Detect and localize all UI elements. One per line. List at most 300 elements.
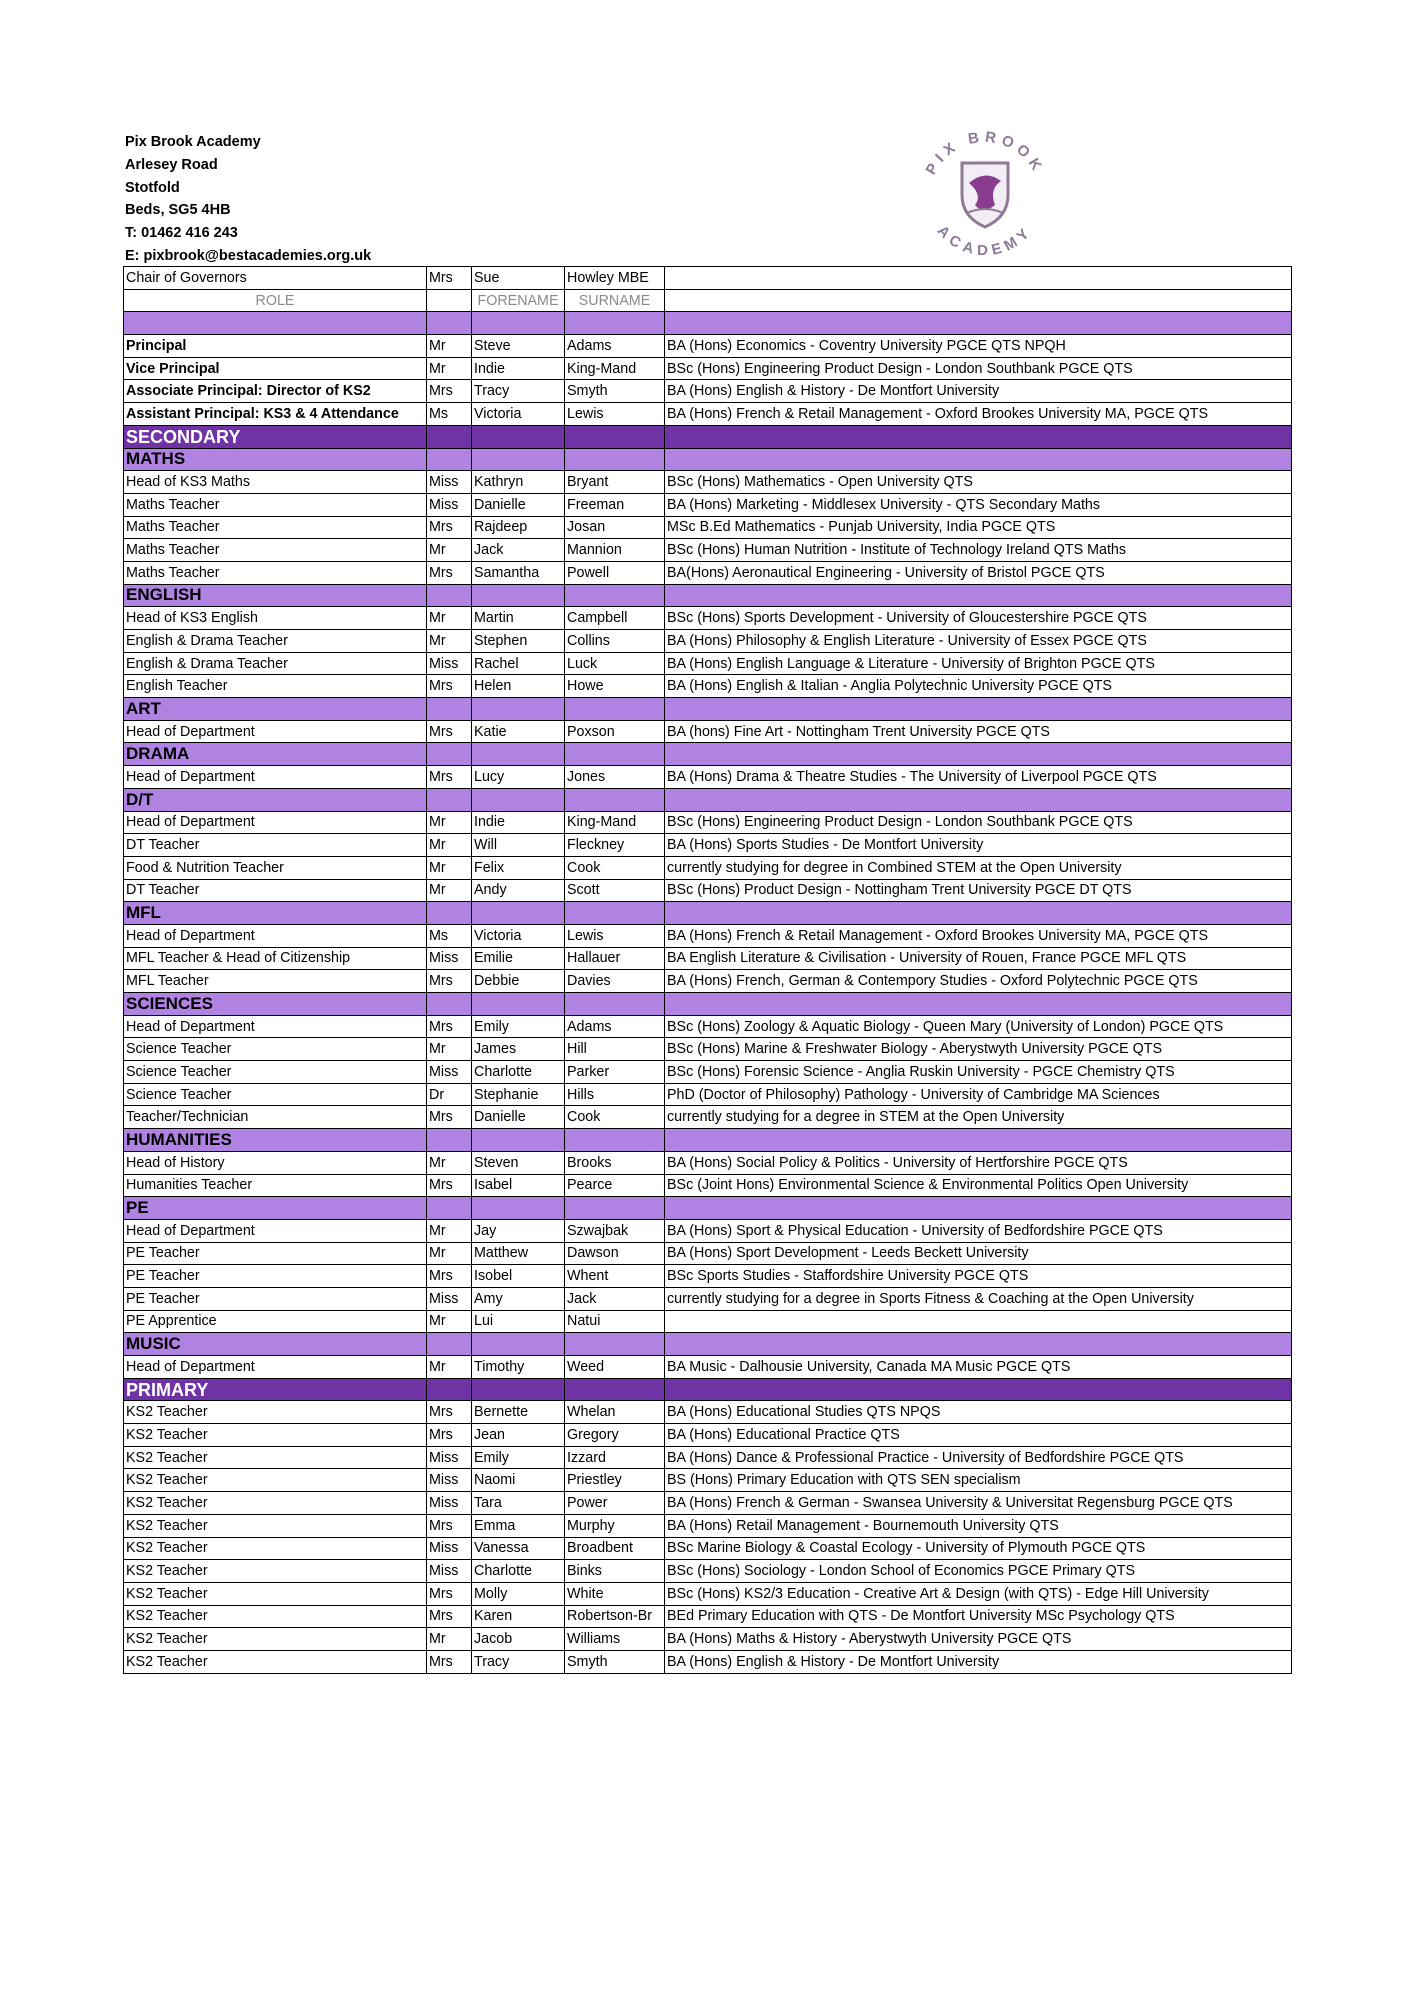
title-cell: Mrs	[427, 380, 472, 403]
forename-cell	[472, 584, 565, 607]
title-cell: Mrs	[427, 267, 472, 290]
role-cell: Chair of Governors	[124, 267, 427, 290]
forename-cell	[472, 1333, 565, 1356]
forename-cell: Charlotte	[472, 1560, 565, 1583]
title-cell	[427, 788, 472, 811]
role-cell: Humanities Teacher	[124, 1174, 427, 1197]
forename-cell	[472, 1129, 565, 1152]
address-town: Stotfold	[125, 179, 180, 196]
staff-row	[124, 1356, 1292, 1379]
section-header-label: PRIMARY	[124, 1378, 427, 1401]
qualifications-cell: BA (Hons) Marketing - Middlesex University - QTS Secondary Maths	[665, 493, 1292, 516]
forename-cell: Matthew	[472, 1242, 565, 1265]
forename-cell: Victoria	[472, 924, 565, 947]
surname-cell: Mannion	[565, 539, 665, 562]
forename-cell: Indie	[472, 357, 565, 380]
title-cell: Mr	[427, 630, 472, 653]
forename-cell: Timothy	[472, 1356, 565, 1379]
surname-cell: Smyth	[565, 1650, 665, 1673]
role-cell: KS2 Teacher	[124, 1628, 427, 1651]
staff-row	[124, 539, 1292, 562]
qualifications-cell: BSc (Hons) Forensic Science - Anglia Ruskin University - PGCE Chemistry QTS	[665, 1061, 1292, 1084]
role-cell: PE Teacher	[124, 1287, 427, 1310]
qualifications-cell	[665, 698, 1292, 721]
forename-cell: Danielle	[472, 1106, 565, 1129]
surname-cell: Powell	[565, 561, 665, 584]
title-cell	[427, 312, 472, 335]
title-cell: Mrs	[427, 1106, 472, 1129]
title-cell: Mr	[427, 335, 472, 358]
role-cell: Head of Department	[124, 1219, 427, 1242]
surname-cell: Adams	[565, 1015, 665, 1038]
surname-cell: Williams	[565, 1628, 665, 1651]
title-cell: Mrs	[427, 1015, 472, 1038]
title-cell: Mrs	[427, 561, 472, 584]
qualifications-cell: BA (Hons) Sports Studies - De Montfort University	[665, 834, 1292, 857]
role-cell: KS2 Teacher	[124, 1492, 427, 1515]
title-cell	[427, 425, 472, 448]
surname-cell: Jack	[565, 1287, 665, 1310]
qualifications-cell	[665, 1129, 1292, 1152]
department-header	[124, 584, 1292, 607]
qualifications-cell: BA (Hons) French & Retail Management - Oxford Brookes University MA, PGCE QTS	[665, 403, 1292, 426]
department-header	[124, 1197, 1292, 1220]
forename-cell: Samantha	[472, 561, 565, 584]
surname-cell: Broadbent	[565, 1537, 665, 1560]
surname-cell	[565, 993, 665, 1016]
title-cell	[427, 1333, 472, 1356]
qualifications-cell: PhD (Doctor of Philosophy) Pathology - University of Cambridge MA Sciences	[665, 1083, 1292, 1106]
surname-cell: Freeman	[565, 493, 665, 516]
role-cell: ROLE	[124, 289, 427, 312]
title-cell: Miss	[427, 1537, 472, 1560]
surname-cell: Howley MBE	[565, 267, 665, 290]
surname-cell: Izzard	[565, 1446, 665, 1469]
forename-cell: Lui	[472, 1310, 565, 1333]
forename-cell: Charlotte	[472, 1061, 565, 1084]
department-header	[124, 1333, 1292, 1356]
qualifications-cell	[665, 788, 1292, 811]
surname-cell: Whent	[565, 1265, 665, 1288]
qualifications-cell: BA (Hons) English & History - De Montfort University	[665, 380, 1292, 403]
qualifications-cell	[665, 1378, 1292, 1401]
department-header-label: MFL	[124, 902, 427, 925]
role-cell: KS2 Teacher	[124, 1650, 427, 1673]
staff-row	[124, 1492, 1292, 1515]
qualifications-cell: BA (Hons) Drama & Theatre Studies - The University of Liverpool PGCE QTS	[665, 766, 1292, 789]
forename-cell	[472, 788, 565, 811]
qualifications-cell: BA (Hons) English Language & Literature - University of Brighton PGCE QTS	[665, 652, 1292, 675]
staff-row	[124, 1106, 1292, 1129]
staff-row	[124, 561, 1292, 584]
title-cell	[427, 1129, 472, 1152]
qualifications-cell: BA (Hons) Educational Studies QTS NPQS	[665, 1401, 1292, 1424]
role-cell: English Teacher	[124, 675, 427, 698]
qualifications-cell: currently studying for a degree in Sports Fitness & Coaching at the Open University	[665, 1287, 1292, 1310]
surname-cell: Power	[565, 1492, 665, 1515]
surname-cell: Whelan	[565, 1401, 665, 1424]
surname-cell: Howe	[565, 675, 665, 698]
surname-cell: King-Mand	[565, 811, 665, 834]
forename-cell: Jean	[472, 1424, 565, 1447]
title-cell: Mrs	[427, 1424, 472, 1447]
title-cell: Miss	[427, 1560, 472, 1583]
surname-cell: Robertson-Br	[565, 1605, 665, 1628]
section-header	[124, 1378, 1292, 1401]
staff-row	[124, 834, 1292, 857]
role-cell: English & Drama Teacher	[124, 652, 427, 675]
staff-row	[124, 1446, 1292, 1469]
staff-row	[124, 1083, 1292, 1106]
forename-cell: Andy	[472, 879, 565, 902]
title-cell: Mr	[427, 1310, 472, 1333]
title-cell	[427, 289, 472, 312]
role-cell: PE Apprentice	[124, 1310, 427, 1333]
surname-cell: Gregory	[565, 1424, 665, 1447]
title-cell: Miss	[427, 1446, 472, 1469]
forename-cell: Steve	[472, 335, 565, 358]
qualifications-cell: BSc Sports Studies - Staffordshire University PGCE QTS	[665, 1265, 1292, 1288]
address-street: Arlesey Road	[125, 156, 218, 173]
qualifications-cell	[665, 1310, 1292, 1333]
staff-row	[124, 471, 1292, 494]
school-name: Pix Brook Academy	[125, 134, 261, 150]
surname-cell	[565, 584, 665, 607]
qualifications-cell: BA (Hons) Economics - Coventry University PGCE QTS NPQH	[665, 335, 1292, 358]
title-cell: Mrs	[427, 516, 472, 539]
qualifications-cell: BA Music - Dalhousie University, Canada MA Music PGCE QTS	[665, 1356, 1292, 1379]
title-cell: Miss	[427, 1469, 472, 1492]
forename-cell: Tracy	[472, 380, 565, 403]
forename-cell: Victoria	[472, 403, 565, 426]
role-cell: Head of Department	[124, 811, 427, 834]
surname-cell: Priestley	[565, 1469, 665, 1492]
section-header	[124, 425, 1292, 448]
staff-row	[124, 1401, 1292, 1424]
staff-row	[124, 1424, 1292, 1447]
department-header-label: HUMANITIES	[124, 1129, 427, 1152]
role-cell: KS2 Teacher	[124, 1446, 427, 1469]
department-header	[124, 993, 1292, 1016]
staff-row	[124, 856, 1292, 879]
qualifications-cell: BA(Hons) Aeronautical Engineering - University of Bristol PGCE QTS	[665, 561, 1292, 584]
qualifications-cell: currently studying for degree in Combined STEM at the Open University	[665, 856, 1292, 879]
qualifications-cell	[665, 1197, 1292, 1220]
role-cell: English & Drama Teacher	[124, 630, 427, 653]
qualifications-cell: BA (Hons) English & History - De Montfort University	[665, 1650, 1292, 1673]
spacer-row-label	[124, 312, 427, 335]
forename-cell: Emilie	[472, 947, 565, 970]
surname-cell	[565, 902, 665, 925]
staff-row	[124, 879, 1292, 902]
role-cell: Head of Department	[124, 924, 427, 947]
title-cell	[427, 1197, 472, 1220]
role-cell: MFL Teacher & Head of Citizenship	[124, 947, 427, 970]
staff-row	[124, 1560, 1292, 1583]
forename-cell: Will	[472, 834, 565, 857]
forename-cell: Helen	[472, 675, 565, 698]
forename-cell: Bernette	[472, 1401, 565, 1424]
title-cell	[427, 1378, 472, 1401]
role-cell: Associate Principal: Director of KS2	[124, 380, 427, 403]
qualifications-cell: MSc B.Ed Mathematics - Punjab University, India PGCE QTS	[665, 516, 1292, 539]
role-cell: MFL Teacher	[124, 970, 427, 993]
surname-cell: Lewis	[565, 924, 665, 947]
surname-cell: White	[565, 1582, 665, 1605]
school-logo	[905, 125, 1065, 255]
qualifications-cell: BA English Literature & Civilisation - University of Rouen, France PGCE MFL QTS	[665, 947, 1292, 970]
title-cell: Mrs	[427, 1582, 472, 1605]
qualifications-cell: BA (Hons) Sport & Physical Education - University of Bedfordshire PGCE QTS	[665, 1219, 1292, 1242]
surname-cell	[565, 448, 665, 471]
qualifications-cell: BA (Hons) French, German & Contempory Studies - Oxford Polytechnic PGCE QTS	[665, 970, 1292, 993]
role-cell: Head of KS3 Maths	[124, 471, 427, 494]
staff-row	[124, 607, 1292, 630]
qualifications-cell: BA (Hons) Retail Management - Bournemouth University QTS	[665, 1514, 1292, 1537]
role-cell: Maths Teacher	[124, 539, 427, 562]
surname-cell: Natui	[565, 1310, 665, 1333]
staff-row	[124, 630, 1292, 653]
forename-cell	[472, 993, 565, 1016]
title-cell: Mrs	[427, 1605, 472, 1628]
role-cell: KS2 Teacher	[124, 1469, 427, 1492]
surname-cell: Collins	[565, 630, 665, 653]
title-cell	[427, 743, 472, 766]
title-cell: Mr	[427, 1151, 472, 1174]
staff-row	[124, 1628, 1292, 1651]
forename-cell	[472, 902, 565, 925]
staff-row	[124, 766, 1292, 789]
title-cell: Mr	[427, 607, 472, 630]
surname-cell	[565, 312, 665, 335]
staff-row	[124, 1605, 1292, 1628]
staff-row	[124, 1061, 1292, 1084]
surname-cell: Hill	[565, 1038, 665, 1061]
surname-cell: Scott	[565, 879, 665, 902]
qualifications-cell: BSc (Hons) Engineering Product Design - London Southbank PGCE QTS	[665, 357, 1292, 380]
department-header-label: MATHS	[124, 448, 427, 471]
qualifications-cell: BA (Hons) Dance & Professional Practice - University of Bedfordshire PGCE QTS	[665, 1446, 1292, 1469]
qualifications-cell: BSc (Hons) Marine & Freshwater Biology - Aberystwyth University PGCE QTS	[665, 1038, 1292, 1061]
forename-cell: Jack	[472, 539, 565, 562]
staff-row	[124, 811, 1292, 834]
surname-cell	[565, 743, 665, 766]
spacer-row	[124, 312, 1292, 335]
surname-cell: Smyth	[565, 380, 665, 403]
surname-cell	[565, 1333, 665, 1356]
forename-cell	[472, 312, 565, 335]
role-cell: PE Teacher	[124, 1242, 427, 1265]
surname-cell: Jones	[565, 766, 665, 789]
title-cell: Mr	[427, 879, 472, 902]
surname-cell: Dawson	[565, 1242, 665, 1265]
surname-cell: Luck	[565, 652, 665, 675]
title-cell: Mrs	[427, 675, 472, 698]
surname-cell	[565, 1378, 665, 1401]
department-header	[124, 743, 1292, 766]
title-cell: Mr	[427, 357, 472, 380]
role-cell: KS2 Teacher	[124, 1424, 427, 1447]
title-cell: Dr	[427, 1083, 472, 1106]
forename-cell: Emma	[472, 1514, 565, 1537]
role-cell: Maths Teacher	[124, 561, 427, 584]
forename-cell: Katie	[472, 720, 565, 743]
staff-table	[123, 266, 1292, 1674]
staff-row	[124, 675, 1292, 698]
title-cell: Mr	[427, 811, 472, 834]
role-cell: PE Teacher	[124, 1265, 427, 1288]
title-cell: Miss	[427, 652, 472, 675]
staff-row	[124, 1537, 1292, 1560]
surname-cell	[565, 698, 665, 721]
staff-row	[124, 493, 1292, 516]
forename-cell: Isabel	[472, 1174, 565, 1197]
forename-cell: FORENAME	[472, 289, 565, 312]
qualifications-cell	[665, 312, 1292, 335]
staff-row	[124, 1174, 1292, 1197]
surname-cell: Weed	[565, 1356, 665, 1379]
email-address: E: pixbrook@bestacademies.org.uk	[125, 247, 372, 264]
qualifications-cell	[665, 267, 1292, 290]
forename-cell: Sue	[472, 267, 565, 290]
title-cell: Mr	[427, 539, 472, 562]
title-cell: Mr	[427, 1242, 472, 1265]
title-cell	[427, 584, 472, 607]
title-cell: Mrs	[427, 766, 472, 789]
qualifications-cell: BA (Hons) Philosophy & English Literature - University of Essex PGCE QTS	[665, 630, 1292, 653]
title-cell: Mrs	[427, 1265, 472, 1288]
surname-cell: Cook	[565, 1106, 665, 1129]
staff-row	[124, 1650, 1292, 1673]
title-cell: Miss	[427, 1061, 472, 1084]
forename-cell: Rajdeep	[472, 516, 565, 539]
staff-row	[124, 1582, 1292, 1605]
qualifications-cell	[665, 289, 1292, 312]
role-cell: Head of Department	[124, 720, 427, 743]
title-cell: Mr	[427, 1038, 472, 1061]
role-cell: Head of Department	[124, 1015, 427, 1038]
staff-row	[124, 1242, 1292, 1265]
forename-cell: Felix	[472, 856, 565, 879]
forename-cell: Danielle	[472, 493, 565, 516]
qualifications-cell: BA (Hons) French & German - Swansea University & Universitat Regensburg PGCE QTS	[665, 1492, 1292, 1515]
role-cell: Maths Teacher	[124, 516, 427, 539]
role-cell: Head of KS3 English	[124, 607, 427, 630]
role-cell: DT Teacher	[124, 879, 427, 902]
qualifications-cell	[665, 584, 1292, 607]
department-header	[124, 448, 1292, 471]
qualifications-cell: BA (Hons) Social Policy & Politics - University of Hertforshire PGCE QTS	[665, 1151, 1292, 1174]
chair-row	[124, 267, 1292, 290]
role-cell: KS2 Teacher	[124, 1582, 427, 1605]
forename-cell: Emily	[472, 1015, 565, 1038]
title-cell: Mr	[427, 1356, 472, 1379]
surname-cell: Murphy	[565, 1514, 665, 1537]
forename-cell: Tara	[472, 1492, 565, 1515]
title-cell: Miss	[427, 471, 472, 494]
school-address	[125, 131, 371, 268]
column-headers	[124, 289, 1292, 312]
surname-cell	[565, 1129, 665, 1152]
surname-cell: Hills	[565, 1083, 665, 1106]
qualifications-cell: BS (Hons) Primary Education with QTS SEN specialism	[665, 1469, 1292, 1492]
forename-cell: Jacob	[472, 1628, 565, 1651]
title-cell: Mr	[427, 1628, 472, 1651]
forename-cell: James	[472, 1038, 565, 1061]
forename-cell: Isobel	[472, 1265, 565, 1288]
qualifications-cell	[665, 743, 1292, 766]
section-header-label: SECONDARY	[124, 425, 427, 448]
forename-cell: Stephen	[472, 630, 565, 653]
role-cell: Head of History	[124, 1151, 427, 1174]
role-cell: DT Teacher	[124, 834, 427, 857]
title-cell: Ms	[427, 924, 472, 947]
forename-cell: Steven	[472, 1151, 565, 1174]
logo-top-text: PIX BROOK	[922, 128, 1048, 178]
forename-cell: Molly	[472, 1582, 565, 1605]
staff-row	[124, 947, 1292, 970]
staff-row	[124, 1038, 1292, 1061]
department-header	[124, 698, 1292, 721]
surname-cell: Davies	[565, 970, 665, 993]
title-cell: Miss	[427, 1287, 472, 1310]
surname-cell	[565, 788, 665, 811]
forename-cell	[472, 743, 565, 766]
logo-bottom-text: ACADEMY	[933, 222, 1037, 255]
forename-cell: Lucy	[472, 766, 565, 789]
role-cell: Head of Department	[124, 766, 427, 789]
surname-cell: King-Mand	[565, 357, 665, 380]
title-cell	[427, 902, 472, 925]
role-cell: KS2 Teacher	[124, 1537, 427, 1560]
surname-cell: Hallauer	[565, 947, 665, 970]
title-cell: Mr	[427, 856, 472, 879]
surname-cell: Parker	[565, 1061, 665, 1084]
staff-row	[124, 1219, 1292, 1242]
qualifications-cell: BSc (Hons) Sociology - London School of Economics PGCE Primary QTS	[665, 1560, 1292, 1583]
qualifications-cell: BSc (Hons) Engineering Product Design - London Southbank PGCE QTS	[665, 811, 1292, 834]
staff-row	[124, 720, 1292, 743]
title-cell	[427, 448, 472, 471]
forename-cell	[472, 698, 565, 721]
qualifications-cell: BSc (Hons) Product Design - Nottingham Trent University PGCE DT QTS	[665, 879, 1292, 902]
role-cell: Science Teacher	[124, 1083, 427, 1106]
forename-cell: Vanessa	[472, 1537, 565, 1560]
qualifications-cell: BSc Marine Biology & Coastal Ecology - University of Plymouth PGCE QTS	[665, 1537, 1292, 1560]
qualifications-cell	[665, 448, 1292, 471]
staff-row	[124, 1287, 1292, 1310]
role-cell: Principal	[124, 335, 427, 358]
title-cell: Miss	[427, 947, 472, 970]
staff-row	[124, 924, 1292, 947]
title-cell: Mr	[427, 834, 472, 857]
surname-cell: Josan	[565, 516, 665, 539]
qualifications-cell: BA (hons) Fine Art - Nottingham Trent University PGCE QTS	[665, 720, 1292, 743]
role-cell: Vice Principal	[124, 357, 427, 380]
department-header-label: DRAMA	[124, 743, 427, 766]
qualifications-cell: BSc (Hons) Mathematics - Open University QTS	[665, 471, 1292, 494]
staff-row	[124, 1015, 1292, 1038]
role-cell: Head of Department	[124, 1356, 427, 1379]
surname-cell: Adams	[565, 335, 665, 358]
qualifications-cell	[665, 902, 1292, 925]
role-cell: Assistant Principal: KS3 & 4 Attendance	[124, 403, 427, 426]
leadership-row	[124, 335, 1292, 358]
surname-cell: Poxson	[565, 720, 665, 743]
qualifications-cell: BSc (Hons) Human Nutrition - Institute of Technology Ireland QTS Maths	[665, 539, 1292, 562]
department-header-label: MUSIC	[124, 1333, 427, 1356]
qualifications-cell	[665, 1333, 1292, 1356]
